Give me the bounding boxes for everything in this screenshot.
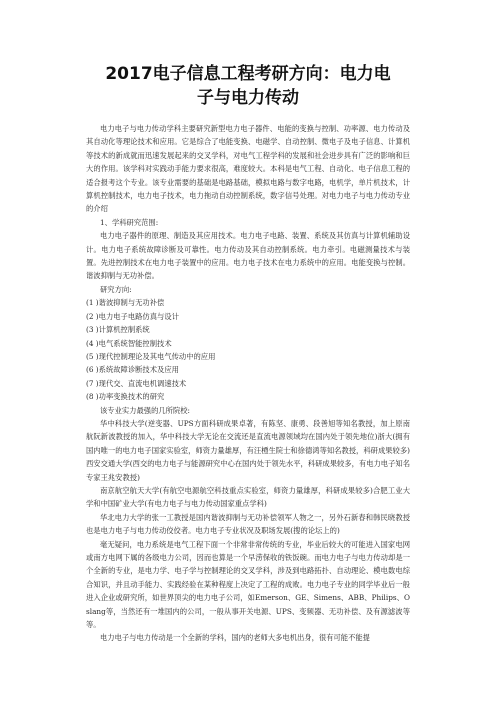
page-title — [86, 62, 410, 110]
paragraph: (7 )现代交、直流电机调速技术 — [86, 378, 187, 388]
paragraph: (4 )电气系统智能控制技术 — [86, 338, 172, 348]
paragraph: 华北电力大学的张一工教授是国内谐波抑制与无功补偿领军人物之一，另外石新春和韩民晓教授也是电力电子与电力传动佼佼者。电力电子专业状况及职场发展(搜的论坛上的) — [86, 512, 410, 536]
paragraph: (3 )计算机控制系统 — [86, 325, 150, 335]
paragraph: 1、学科研究范围: — [100, 217, 159, 227]
paragraph: 研究方向: — [100, 284, 132, 294]
title-line-1: 2017电子信息工程考研方向：电力电 — [105, 64, 391, 84]
paragraph: 电力电子器件的原理、制造及其应用技术。电力电子电路、装置、系统及其仿真与计算机辅助设计。电力电子系统故障诊断及可靠性。电力传动及其自动控制系统。电力牵引。电磁测量技术与装置。先进控制技术在电力电子装置中的应用。电力电子技术在电力系统中的应用。电能变换与控制。谐波抑制与无功补偿。 — [86, 231, 410, 281]
paragraph: 电力电子与电力传动是一个全新的学科，国内的老师大多电机出身，很有可能不能提 — [100, 633, 370, 643]
paragraph: (8 )功率变换技术的研究 — [86, 392, 165, 402]
paragraph: 南京航空航天大学(有航空电源航空科技重点实验室，师资力量雄厚，科研成果较多)合肥工业大学和中国矿业大学(有电力电子与电力传动国家重点学科) — [86, 485, 410, 509]
paragraph: (5 )现代控制理论及其电气传动中的应用 — [86, 351, 216, 361]
paragraph: 华中科技大学(逆变器、UPS方面科研成果卓著，有陈坚、康勇、段善旭等知名教授，加上原南航阮新波教授的加入，华中科技大学无论在交流还是直流电源领域均在国内处于领先地位)浙大(拥有国内唯一的电力电子国家实验室，师资力量雄厚，有汪槱生院士和徐德鸿等知名教授，科研成果较多)西安交通大学(西交的电力电子与能源研究中心在国内处于领先水平，科研成果较多，有电力电子知名专家王兆安教授) — [86, 418, 410, 482]
paragraph: (2 )电力电子电路仿真与设计 — [86, 311, 179, 321]
paragraph: 该专业实力最强的几所院校: — [100, 405, 191, 415]
paragraph: 电力电子与电力传动学科主要研究新型电力电子器件、电能的变换与控制、功率源、电力传动及其自动化等理论技术和应用。它是综合了电能变换、电磁学、自动控制、微电子及电子信息、计算机等技术的新成就而迅速发展起来的交叉学科，对电气工程学科的发展和社会进步具有广泛的影响和巨大的作用。该学科对实践动手能力要求很高，难度较大。本科是电气工程、自动化、电子信息工程的适合报考这个专业。该专业需要的基础是电路基础，模拟电路与数字电路，电机学，单片机技术，计算机控制技术，电力电子技术，电力拖动自动控制系统，数字信号处理。对电力电子与电力传动专业的介绍 — [86, 124, 410, 214]
paragraph: 毫无疑问，电力系统是电气工程下面一个非常非常传统的专业，毕业后较大的可能进入国家电网或南方电网下属的各级电力公司，因而也算是一个早涝保收的铁饭碗。而电力电子与电力传动却是一个全新的专业，是电力学、电子学与控制理论的交叉学科，涉及到电路拓扑、自动理论、模电数电综合知识，并且动手能力、实践经验在某种程度上决定了工程的成败。电力电子专业的同学毕业后一般进入企业或研究所，如世界顶尖的电力电子公司，如Emerson、GE、Simens、ABB、Philips、Oslang等，当然还有一堆国内的公司，一般从事开关电源、UPS、变频器、无功补偿、及有源滤波等等。 — [86, 539, 410, 630]
paragraph: (6 )系统故障诊断技术及应用 — [86, 365, 179, 375]
document-body — [86, 122, 410, 645]
title-line-2: 子与电力传动 — [197, 88, 299, 108]
paragraph: (1 )谐波抑制与无功补偿 — [86, 298, 165, 308]
